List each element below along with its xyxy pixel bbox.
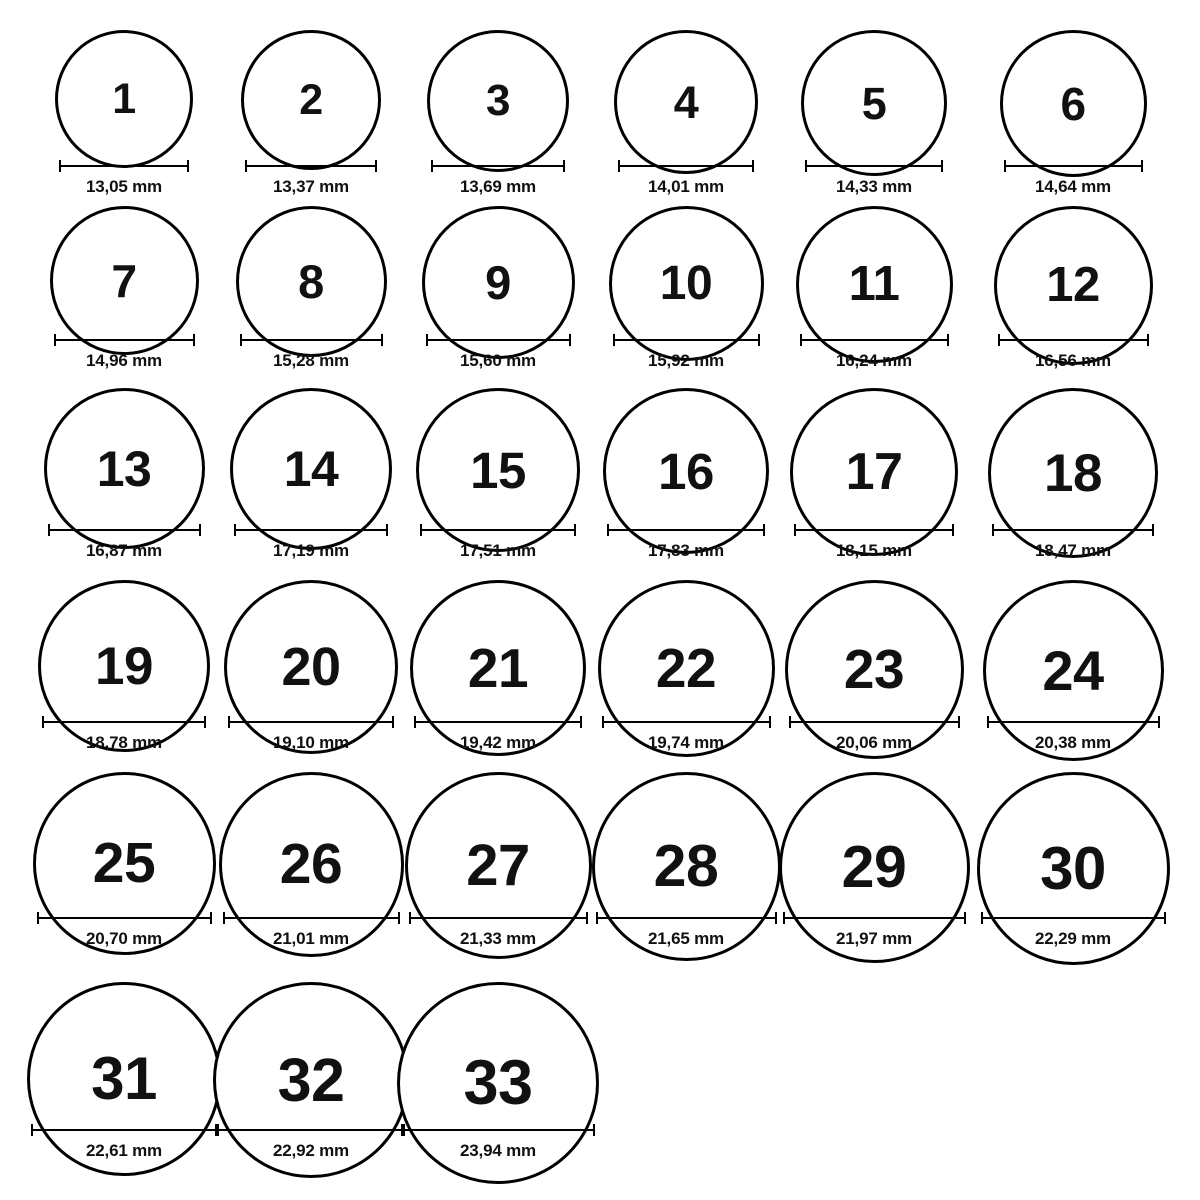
diameter-measure-bar: [59, 160, 189, 172]
ring-diameter-label: 15,60 mm: [460, 351, 536, 370]
ring-diameter-label: 18,15 mm: [836, 541, 912, 560]
measure-cap-right: [758, 334, 760, 346]
measure-cap-left: [31, 1124, 33, 1136]
measure-cap-right: [193, 334, 195, 346]
measure-cap-right: [381, 334, 383, 346]
measure-cap-left: [783, 912, 785, 924]
ring-size-number: 26: [279, 832, 343, 896]
measure-cap-left: [59, 160, 61, 172]
ring-size-number: 33: [463, 1047, 533, 1118]
measure-cap-left: [426, 334, 428, 346]
ring-size-cell: [614, 30, 758, 174]
diameter-measure-bar: [426, 334, 571, 346]
ring-measure-group: [987, 716, 1160, 753]
diameter-measure-bar: [805, 160, 943, 172]
measure-line: [409, 917, 588, 919]
diameter-measure-bar: [1004, 160, 1143, 172]
diameter-measure-bar: [794, 524, 954, 536]
ring-size-cell: [1000, 30, 1147, 177]
ring-diameter-label: 14,33 mm: [836, 177, 912, 196]
measure-line: [240, 339, 383, 341]
measure-line: [234, 529, 388, 531]
ring-diameter-label: 20,70 mm: [86, 929, 162, 948]
ring-size-cell: [427, 30, 569, 172]
ring-measure-group: [1004, 160, 1143, 197]
measure-cap-right: [569, 334, 571, 346]
ring-measure-group: [228, 716, 394, 753]
measure-line: [1004, 165, 1143, 167]
ring-measure-group: [431, 160, 565, 197]
measure-cap-right: [1158, 716, 1160, 728]
measure-cap-left: [987, 716, 989, 728]
ring-size-number: 1: [112, 74, 136, 123]
diameter-measure-bar: [783, 912, 966, 924]
measure-cap-right: [1152, 524, 1154, 536]
ring-diameter-label: 13,69 mm: [460, 177, 536, 196]
measure-cap-left: [1004, 160, 1006, 172]
diameter-measure-bar: [981, 912, 1166, 924]
measure-cap-left: [618, 160, 620, 172]
measure-line: [431, 165, 565, 167]
ring-diameter-label: 17,83 mm: [648, 541, 724, 560]
ring-size-number: 8: [298, 255, 324, 308]
diameter-measure-bar: [992, 524, 1154, 536]
measure-cap-right: [964, 912, 966, 924]
ring-diameter-label: 20,06 mm: [836, 733, 912, 752]
diameter-measure-bar: [54, 334, 195, 346]
ring-size-number: 14: [283, 441, 339, 497]
ring-measure-group: [800, 334, 949, 371]
ring-measure-group: [240, 334, 383, 371]
measure-cap-left: [42, 716, 44, 728]
ring-circle: [614, 30, 758, 174]
ring-measure-group: [54, 334, 195, 371]
measure-line: [228, 721, 394, 723]
measure-cap-left: [596, 912, 598, 924]
ring-diameter-label: 22,29 mm: [1035, 929, 1111, 948]
measure-cap-right: [199, 524, 201, 536]
measure-line: [48, 529, 201, 531]
ring-size-cell: [801, 30, 947, 176]
measure-line: [59, 165, 189, 167]
ring-size-number: 4: [673, 76, 699, 128]
measure-cap-left: [431, 160, 433, 172]
ring-diameter-label: 18,47 mm: [1035, 541, 1111, 560]
measure-cap-left: [992, 524, 994, 536]
ring-size-number: 18: [1044, 443, 1102, 503]
diameter-measure-bar: [228, 716, 394, 728]
diameter-measure-bar: [48, 524, 201, 536]
measure-cap-right: [398, 912, 400, 924]
ring-diameter-label: 20,38 mm: [1035, 733, 1111, 752]
diameter-measure-bar: [409, 912, 588, 924]
ring-measure-group: [409, 912, 588, 949]
ring-measure-group: [31, 1124, 217, 1161]
measure-cap-left: [217, 1124, 219, 1136]
ring-size-number: 21: [467, 636, 529, 699]
diameter-measure-bar: [602, 716, 771, 728]
measure-line: [426, 339, 571, 341]
ring-diameter-label: 14,01 mm: [648, 177, 724, 196]
measure-cap-left: [37, 912, 39, 924]
ring-diameter-label: 16,87 mm: [86, 541, 162, 560]
ring-size-number: 9: [485, 256, 511, 309]
measure-line: [223, 917, 400, 919]
ring-diameter-label: 17,51 mm: [460, 541, 536, 560]
ring-measure-group: [596, 912, 777, 949]
measure-line: [998, 339, 1149, 341]
measure-line: [783, 917, 966, 919]
measure-line: [607, 529, 765, 531]
ring-size-number: 15: [470, 441, 526, 499]
measure-cap-left: [794, 524, 796, 536]
ring-size-number: 29: [841, 834, 907, 900]
ring-measure-group: [783, 912, 966, 949]
diameter-measure-bar: [42, 716, 206, 728]
measure-cap-right: [204, 716, 206, 728]
ring-circle: [1000, 30, 1147, 177]
ring-diameter-label: 16,24 mm: [836, 351, 912, 370]
ring-size-number: 5: [861, 77, 887, 129]
ring-measure-group: [420, 524, 576, 561]
ring-measure-group: [223, 912, 400, 949]
measure-line: [596, 917, 777, 919]
ring-size-number: 2: [299, 75, 323, 124]
diameter-measure-bar: [998, 334, 1149, 346]
ring-diameter-label: 14,96 mm: [86, 351, 162, 370]
ring-diameter-label: 21,97 mm: [836, 929, 912, 948]
ring-measure-group: [37, 912, 212, 949]
ring-diameter-label: 17,19 mm: [273, 541, 349, 560]
diameter-measure-bar: [613, 334, 760, 346]
measure-cap-right: [392, 716, 394, 728]
diameter-measure-bar: [431, 160, 565, 172]
ring-measure-group: [59, 160, 189, 197]
ring-size-cell: [55, 30, 193, 168]
ring-size-number: 28: [653, 833, 719, 899]
measure-cap-left: [228, 716, 230, 728]
ring-diameter-label: 13,37 mm: [273, 177, 349, 196]
ring-size-number: 6: [1060, 77, 1086, 130]
ring-size-number: 20: [281, 637, 341, 697]
ring-measure-group: [42, 716, 206, 753]
ring-size-number: 11: [848, 257, 900, 311]
measure-cap-right: [593, 1124, 595, 1136]
ring-size-number: 19: [95, 636, 153, 696]
ring-measure-group: [794, 524, 954, 561]
ring-measure-group: [426, 334, 571, 371]
measure-line: [217, 1129, 405, 1131]
measure-line: [613, 339, 760, 341]
ring-size-number: 13: [96, 440, 152, 497]
diameter-measure-bar: [240, 334, 383, 346]
measure-cap-left: [48, 524, 50, 536]
ring-measure-group: [992, 524, 1154, 561]
diameter-measure-bar: [607, 524, 765, 536]
ring-measure-group: [401, 1124, 595, 1161]
measure-cap-left: [805, 160, 807, 172]
ring-diameter-label: 19,10 mm: [273, 733, 349, 752]
measure-cap-left: [800, 334, 802, 346]
measure-line: [245, 165, 377, 167]
ring-size-number: 16: [658, 442, 714, 500]
ring-diameter-label: 14,64 mm: [1035, 177, 1111, 196]
measure-cap-left: [998, 334, 1000, 346]
measure-cap-left: [409, 912, 411, 924]
ring-size-number: 31: [91, 1045, 157, 1112]
ring-measure-group: [998, 334, 1149, 371]
measure-cap-left: [602, 716, 604, 728]
ring-size-number: 27: [466, 832, 530, 898]
ring-measure-group: [234, 524, 388, 561]
measure-line: [789, 721, 960, 723]
ring-size-number: 22: [655, 637, 717, 699]
diameter-measure-bar: [223, 912, 400, 924]
measure-cap-right: [763, 524, 765, 536]
measure-cap-right: [386, 524, 388, 536]
diameter-measure-bar: [401, 1124, 595, 1136]
ring-size-number: 23: [843, 638, 905, 700]
measure-cap-right: [952, 524, 954, 536]
measure-line: [420, 529, 576, 531]
measure-line: [805, 165, 943, 167]
measure-cap-right: [958, 716, 960, 728]
diameter-measure-bar: [800, 334, 949, 346]
ring-circle: [241, 30, 381, 170]
measure-line: [54, 339, 195, 341]
measure-line: [987, 721, 1160, 723]
ring-size-number: 17: [845, 443, 903, 501]
measure-cap-right: [1164, 912, 1166, 924]
ring-size-number: 12: [1046, 258, 1100, 312]
ring-size-number: 7: [111, 254, 137, 307]
measure-cap-right: [1141, 160, 1143, 172]
measure-cap-left: [54, 334, 56, 346]
diameter-measure-bar: [414, 716, 582, 728]
ring-diameter-label: 13,05 mm: [86, 177, 162, 196]
measure-cap-right: [563, 160, 565, 172]
ring-size-number: 10: [659, 256, 713, 310]
measure-cap-right: [752, 160, 754, 172]
ring-measure-group: [414, 716, 582, 753]
diameter-measure-bar: [420, 524, 576, 536]
ring-measure-group: [805, 160, 943, 197]
ring-diameter-label: 15,28 mm: [273, 351, 349, 370]
measure-line: [31, 1129, 217, 1131]
ring-measure-group: [607, 524, 765, 561]
measure-cap-right: [1147, 334, 1149, 346]
diameter-measure-bar: [31, 1124, 217, 1136]
ring-measure-group: [602, 716, 771, 753]
ring-diameter-label: 16,56 mm: [1035, 351, 1111, 370]
measure-line: [401, 1129, 595, 1131]
ring-measure-group: [981, 912, 1166, 949]
measure-cap-right: [580, 716, 582, 728]
diameter-measure-bar: [217, 1124, 405, 1136]
measure-cap-right: [375, 160, 377, 172]
ring-measure-group: [789, 716, 960, 753]
diameter-measure-bar: [37, 912, 212, 924]
measure-cap-left: [981, 912, 983, 924]
ring-size-number: 3: [486, 76, 510, 125]
ring-size-cell: [241, 30, 381, 170]
measure-cap-right: [769, 716, 771, 728]
ring-diameter-label: 15,92 mm: [648, 351, 724, 370]
ring-diameter-label: 21,33 mm: [460, 929, 536, 948]
measure-cap-left: [607, 524, 609, 536]
diameter-measure-bar: [789, 716, 960, 728]
diameter-measure-bar: [987, 716, 1160, 728]
diameter-measure-bar: [234, 524, 388, 536]
ring-diameter-label: 22,61 mm: [86, 1141, 162, 1160]
ring-size-number: 30: [1040, 834, 1106, 902]
ring-circle: [801, 30, 947, 176]
ring-measure-group: [618, 160, 754, 197]
measure-cap-left: [223, 912, 225, 924]
ring-diameter-label: 18,78 mm: [86, 733, 162, 752]
measure-cap-right: [775, 912, 777, 924]
measure-cap-right: [187, 160, 189, 172]
measure-cap-right: [941, 160, 943, 172]
measure-cap-left: [401, 1124, 403, 1136]
ring-measure-group: [613, 334, 760, 371]
measure-cap-left: [420, 524, 422, 536]
measure-line: [992, 529, 1154, 531]
measure-line: [42, 721, 206, 723]
ring-size-cell: [50, 206, 199, 355]
diameter-measure-bar: [618, 160, 754, 172]
ring-circle: [427, 30, 569, 172]
diameter-measure-bar: [245, 160, 377, 172]
ring-size-number: 32: [277, 1045, 345, 1114]
ring-diameter-label: 22,92 mm: [273, 1141, 349, 1160]
ring-size-number: 25: [92, 831, 156, 895]
ring-measure-group: [245, 160, 377, 197]
ring-circle: [55, 30, 193, 168]
ring-measure-group: [48, 524, 201, 561]
ring-diameter-label: 21,01 mm: [273, 929, 349, 948]
ring-diameter-label: 19,74 mm: [648, 733, 724, 752]
ring-diameter-label: 23,94 mm: [460, 1141, 536, 1160]
measure-cap-right: [947, 334, 949, 346]
measure-cap-right: [210, 912, 212, 924]
ring-circle: [50, 206, 199, 355]
measure-cap-left: [613, 334, 615, 346]
measure-cap-left: [240, 334, 242, 346]
ring-diameter-label: 21,65 mm: [648, 929, 724, 948]
ring-measure-group: [217, 1124, 405, 1161]
measure-line: [800, 339, 949, 341]
measure-cap-left: [789, 716, 791, 728]
measure-line: [981, 917, 1166, 919]
measure-line: [618, 165, 754, 167]
measure-cap-left: [414, 716, 416, 728]
measure-line: [794, 529, 954, 531]
measure-cap-left: [234, 524, 236, 536]
diameter-measure-bar: [596, 912, 777, 924]
measure-line: [37, 917, 212, 919]
measure-line: [602, 721, 771, 723]
ring-diameter-label: 19,42 mm: [460, 733, 536, 752]
ring-size-number: 24: [1042, 638, 1104, 702]
measure-cap-left: [245, 160, 247, 172]
measure-line: [414, 721, 582, 723]
measure-cap-right: [586, 912, 588, 924]
measure-cap-right: [574, 524, 576, 536]
